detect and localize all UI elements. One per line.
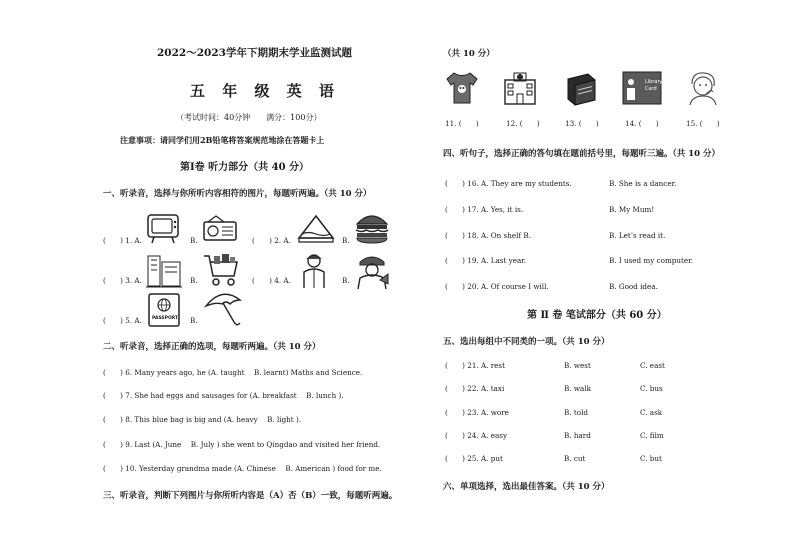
q20-b: B. Good idea. — [609, 282, 658, 291]
sandwich-icon — [296, 212, 336, 244]
part1-title: 第Ⅰ卷 听力部分（共 40 分） — [180, 162, 310, 173]
q25-b: B. cut — [564, 454, 586, 463]
q17: ( ) 17. A. Yes, it is. — [445, 205, 524, 214]
q19: ( ) 19. A. Last year. — [445, 256, 527, 265]
q5-b-label: B. — [190, 316, 198, 325]
q24-c: C. film — [640, 431, 664, 440]
library-card-text: Library Card — [645, 79, 663, 92]
q1-b-label: B. — [190, 236, 198, 245]
notice: 注意事项：请同学们用2B铅笔将答案规范地涂在答题卡上 — [120, 135, 325, 145]
q1-label: ( ) 1. A. — [103, 236, 142, 245]
hamburger-icon — [354, 210, 390, 244]
q19-b: B. I used my computer. — [609, 256, 694, 265]
sec2-title: 二、听录音，选择正确的选项，每题听两遍。（共 10 分） — [103, 342, 321, 352]
tv-icon — [146, 210, 182, 246]
q22-c: C. bus — [640, 384, 663, 393]
q6: ( ) 6. Many years ago, he (A. taught B. learnt) Maths and Science. — [103, 368, 363, 377]
q8: ( ) 8. This blue bag is big and (A. heavy B. light ). — [103, 415, 302, 424]
sec3-score: （共 10 分） — [443, 49, 495, 59]
street-scene-icon — [146, 252, 182, 290]
q17-b: B. My Mum! — [609, 205, 655, 214]
q7: ( ) 7. She had eggs and sausages for (A. breakfast B. lunch ). — [103, 391, 344, 400]
q24: ( ) 24. A. easy — [445, 431, 508, 440]
q23: ( ) 23. A. wore — [445, 408, 509, 417]
worker-icon — [298, 252, 330, 290]
q10: ( ) 10. Yesterday grandma made (A. Chinese B. American ) food for me. — [103, 464, 382, 473]
pilot-icon — [354, 252, 390, 290]
q12-blank: 12. ( ) — [506, 119, 540, 128]
q5-label: ( ) 5. A. — [103, 316, 142, 325]
q23-b: B. told — [564, 408, 588, 417]
q25: ( ) 25. A. put — [445, 454, 503, 463]
q3-label: ( ) 3. A. — [103, 276, 142, 285]
q16-b: B. She is a dancer. — [609, 179, 677, 188]
q25-c: C. but — [640, 454, 662, 463]
umbrella-icon — [204, 290, 244, 328]
q4-label: ( ) 4. A. — [252, 276, 291, 285]
q20: ( ) 20. A. Of course I will. — [445, 282, 549, 291]
subject-title: 五 年 级 英 语 — [190, 82, 340, 100]
q3-b-label: B. — [190, 276, 198, 285]
q13-blank: 13. ( ) — [565, 119, 599, 128]
sec3-title: 三、听录音，判断下列图片与你所听内容是（A）否（B）一致，每题听两遍。 — [103, 491, 398, 501]
shopping-cart-icon — [202, 252, 240, 288]
q22: ( ) 22. A. taxi — [445, 384, 505, 393]
q24-b: B. hard — [564, 431, 591, 440]
q2-label: ( ) 2. A. — [252, 236, 291, 245]
part2-title: 第 Ⅱ 卷 笔试部分（共 60 分） — [527, 310, 667, 321]
q11-blank: 11. ( ) — [445, 119, 479, 128]
q18-b: B. Let’s read it. — [609, 231, 666, 240]
passport-icon — [146, 292, 182, 328]
q21-c: C. east — [640, 361, 665, 370]
sec4-title: 四、听句子，选择正确的答句填在题前括号里，每题听三遍。（共 10 分） — [443, 149, 721, 159]
q15-blank: 15. ( ) — [686, 119, 720, 128]
q2-b-label: B. — [342, 236, 350, 245]
q4-b-label: B. — [342, 276, 350, 285]
radio-icon — [202, 214, 238, 244]
q22-b: B. walk — [564, 384, 591, 393]
q9: ( ) 9. Last (A. June B. July ) she went to Qingdao and visited her friend. — [103, 440, 381, 449]
passport-text: PASSPORT — [152, 316, 179, 321]
q23-c: C. ask — [640, 408, 663, 417]
exam-info: （考试时间：40分钟 满分：100分） — [176, 113, 322, 122]
book-icon — [563, 70, 599, 106]
tshirt-icon — [444, 70, 480, 106]
sec6-title: 六、单项选择，选出最佳答案。（共 10 分） — [443, 482, 610, 492]
thinking-kid-icon — [684, 70, 724, 106]
q18: ( ) 18. A. On shelf B. — [445, 231, 531, 240]
q14-blank: 14. ( ) — [625, 119, 659, 128]
q16: ( ) 16. A. They are my students. — [445, 179, 572, 188]
q21: ( ) 21. A. rest — [445, 361, 506, 370]
hospital-icon — [502, 70, 538, 106]
sec1-title: 一、听录音，选择与你所听内容相符的图片，每题听两遍。（共 10 分） — [103, 189, 372, 199]
q21-b: B. west — [564, 361, 591, 370]
exam-title: 2022～2023学年下期期末学业监测试题 — [157, 47, 352, 59]
sec5-title: 五、选出每组中不同类的一项。（共 10 分） — [443, 337, 610, 347]
